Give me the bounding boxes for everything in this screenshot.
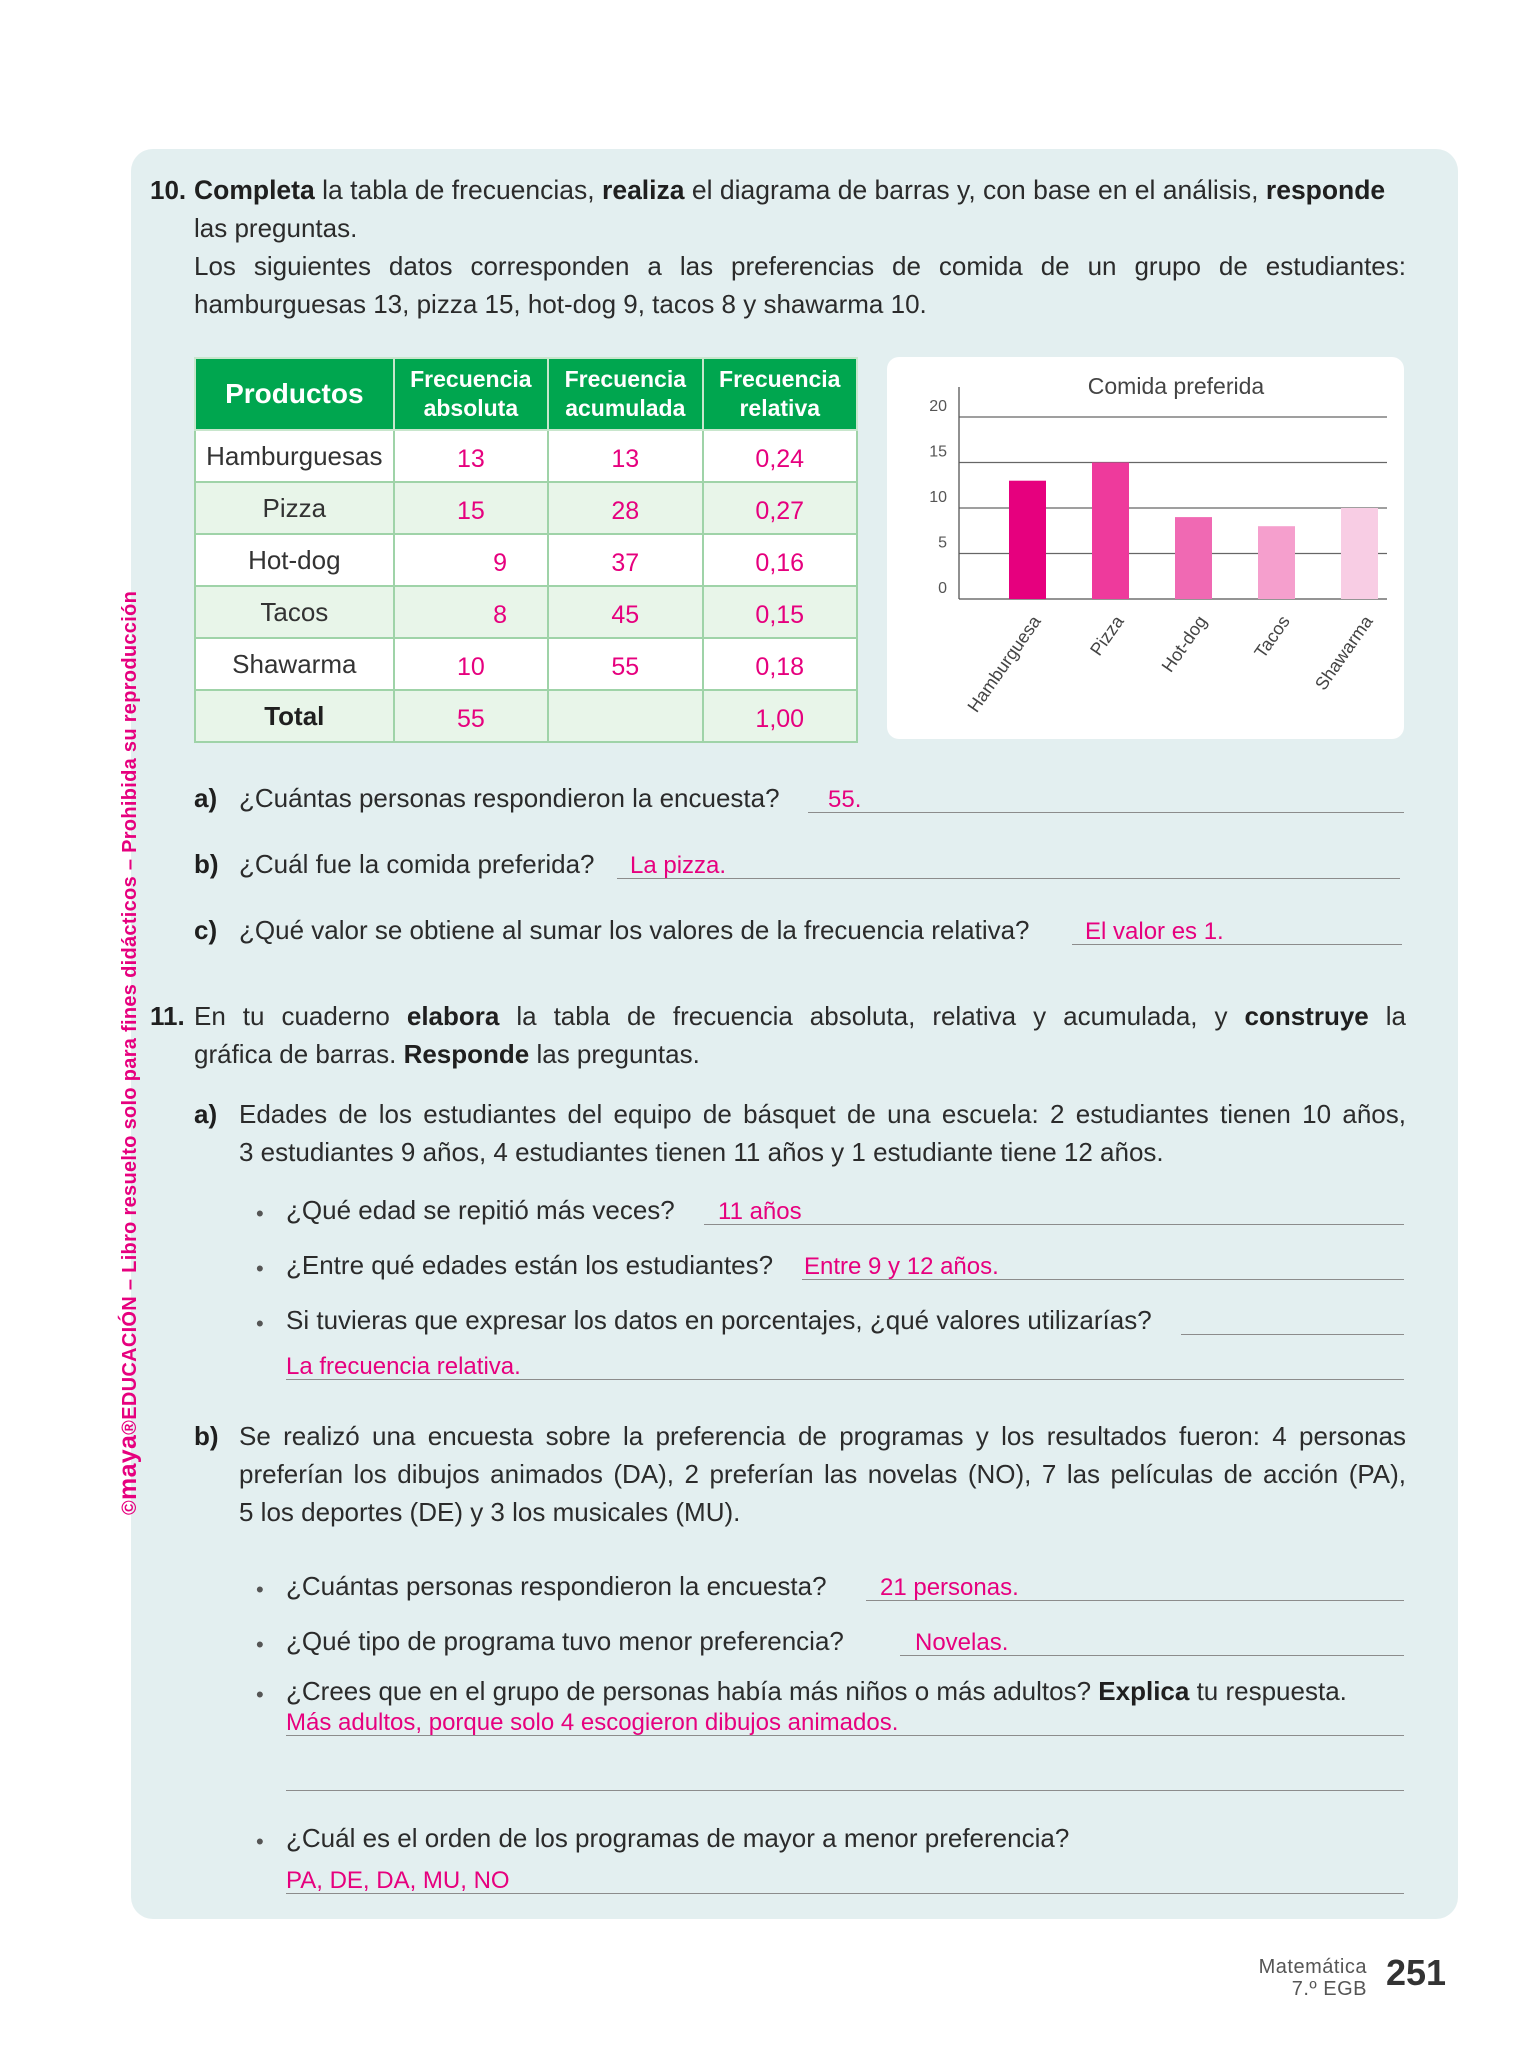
q11b-bullet4-text: ¿Cuál es el orden de los programas de mayor a menor preferencia? (286, 1823, 1070, 1853)
q11a-line2: 3 estudiantes 9 años, 4 estudiantes tienen 11 años y 1 estudiante tiene 12 años. (239, 1137, 1164, 1167)
q10a-label: a) (194, 783, 218, 813)
y-tick-label: 0 (938, 580, 947, 597)
x-tick-label: Pizza (1086, 611, 1128, 660)
table-cell: 0,15 (703, 586, 857, 638)
table-header-row (195, 358, 857, 430)
bullet: • (256, 1577, 264, 1602)
table-cell (548, 690, 702, 742)
q10-line4: hamburguesas 13, pizza 15, hot-dog 9, tacos 8 y shawarma 10. (194, 289, 927, 319)
side-copyright-text (114, 591, 143, 1515)
q11a-line1: Edades de los estudiantes del equipo de básquet de una escuela: 2 estudiantes tienen 10 años, (239, 1099, 1406, 1129)
table-cell: 28 (548, 482, 702, 534)
table-cell: 13 (394, 430, 548, 482)
q10-line2: las preguntas. (194, 213, 358, 243)
table-cell: Pizza (195, 482, 394, 534)
q10-number: 10. (150, 175, 187, 205)
bullet: • (256, 1682, 264, 1707)
bar-chart (887, 357, 1404, 739)
table-cell: 0,27 (703, 482, 857, 534)
q10b-answer-line (617, 878, 1400, 879)
copyright-symbol: © (119, 1499, 141, 1515)
q11a-bullet1-answer: 11 años (718, 1198, 802, 1225)
q11-line2 (194, 1036, 700, 1073)
table-total-row (195, 690, 857, 742)
q11a-bullet2-text: ¿Entre qué edades están los estudiantes? (286, 1250, 774, 1280)
table-row (195, 482, 857, 534)
q11a-bullet1-text: ¿Qué edad se repitió más veces? (286, 1195, 675, 1225)
y-tick-label: 15 (929, 443, 947, 461)
q10b-question: ¿Cuál fue la comida preferida? (239, 849, 595, 879)
bar-chart-svg (887, 357, 1404, 739)
bullet: • (256, 1829, 264, 1854)
q10-text: la tabla de frecuencias, (314, 175, 603, 205)
q10b-answer: La pizza. (630, 852, 727, 879)
header-frecuencia-acumulada: Frecuencia acumulada (548, 358, 702, 430)
header-frecuencia-absoluta: Frecuencia absoluta (394, 358, 548, 430)
q11b-bullet3-answer: Más adultos, porque solo 4 escogieron dibujos animados. (286, 1709, 899, 1736)
q11b-bullet3-line2 (286, 1790, 1404, 1791)
q10c-answer: El valor es 1. (1085, 918, 1224, 945)
bullet: • (256, 1311, 264, 1336)
frequency-table (194, 357, 858, 743)
footer-subject: Matemática (1258, 1956, 1367, 1978)
table-cell: 15 (394, 482, 548, 534)
q11b-bullet3-pre: ¿Crees que en el grupo de personas había más niños o más adultos? (286, 1676, 1099, 1706)
q11-number: 11. (150, 1001, 185, 1031)
bar-shawarma (1341, 508, 1378, 599)
q11b-bullet3-post: tu respuesta. (1189, 1676, 1347, 1706)
table-cell: 8 (394, 586, 548, 638)
header-productos: Productos (195, 358, 394, 430)
table-cell: Tacos (195, 586, 394, 638)
q11a-label: a) (194, 1099, 218, 1129)
q11a-bullet1-line (704, 1224, 1404, 1225)
table-cell: 9 (394, 534, 548, 586)
table-cell: Hamburguesas (195, 430, 394, 482)
brand-logo: maya (114, 1434, 142, 1500)
q10-bold-realiza: realiza (602, 175, 685, 205)
q10-text: el diagrama de barras y, con base en el análisis, (684, 175, 1266, 205)
q11a-bullet3-text: Si tuvieras que expresar los datos en porcentajes, ¿qué valores utilizarías? (286, 1305, 1152, 1335)
q11b-bullet1-answer: 21 personas. (880, 1574, 1019, 1601)
bullet: • (256, 1256, 264, 1281)
q10-line3: Los siguientes datos corresponden a las preferencias de comida de un grupo de estudiantes: (194, 251, 1406, 281)
q11b-label: b) (194, 1421, 219, 1451)
q10a-question: ¿Cuántas personas respondieron la encuesta? (239, 783, 780, 813)
q10a-answer-line (808, 812, 1404, 813)
q11b-bullet4-answer: PA, DE, DA, MU, NO (286, 1867, 510, 1894)
q11-text: En tu cuaderno (194, 1001, 407, 1031)
q11b-bold-explica: Explica (1098, 1676, 1190, 1706)
table-row (195, 430, 857, 482)
bullet: • (256, 1201, 264, 1226)
table-cell: 0,16 (703, 534, 857, 586)
x-tick-label: Tacos (1250, 611, 1294, 662)
table-cell: 13 (548, 430, 702, 482)
x-tick-label: Shawarma (1311, 611, 1377, 694)
table-cell: 37 (548, 534, 702, 586)
q11-bold-elabora: elabora (406, 1001, 500, 1031)
bar-tacos (1258, 526, 1295, 599)
q11-text: la (1368, 1001, 1406, 1031)
q11-line1 (194, 998, 1406, 1035)
table-cell: Hot-dog (195, 534, 394, 586)
chart-title: Comida preferida (1087, 373, 1265, 399)
table-row (195, 534, 857, 586)
q11b-bullet2-text: ¿Qué tipo de programa tuvo menor preferencia? (286, 1626, 844, 1656)
q11a-bullet3-answer: La frecuencia relativa. (286, 1353, 521, 1380)
bullet: • (256, 1632, 264, 1657)
bar-hamburguesa (1009, 481, 1046, 599)
q11b-bullet3-text (286, 1673, 1347, 1710)
table-cell: 55 (548, 638, 702, 690)
bar-hot-dog (1175, 517, 1212, 599)
bar-pizza (1092, 463, 1129, 600)
q11a-bullet3-line (1181, 1334, 1404, 1335)
page-number: 251 (1386, 1952, 1447, 1993)
table-cell: 1,00 (703, 690, 857, 742)
q11-text: la tabla de frecuencia absoluta, relativa y acumulada, y (499, 1001, 1245, 1031)
q10-bold-completa: Completa (194, 175, 315, 205)
y-tick-label: 5 (938, 534, 947, 552)
q11b-bullet2-answer: Novelas. (915, 1629, 1009, 1656)
q11-bold-responde: Responde (403, 1039, 530, 1069)
table-cell: Total (195, 690, 394, 742)
y-tick-label: 10 (929, 489, 947, 506)
table-cell: Shawarma (195, 638, 394, 690)
x-tick-label: Hot-dog (1157, 611, 1211, 676)
q10-line1 (194, 172, 1406, 209)
table-cell: 10 (394, 638, 548, 690)
table-cell: 0,24 (703, 430, 857, 482)
q10b-label: b) (194, 849, 219, 879)
side-text-rest: ®EDUCACIÓN – Libro resuelto solo para fines didácticos – Prohibida su reproducción (119, 590, 141, 1435)
q11b-line1: Se realizó una encuesta sobre la preferencia de programas y los resultados fueron: 4 personas (239, 1421, 1406, 1451)
header-frecuencia-relativa: Frecuencia relativa (703, 358, 857, 430)
q11a-bullet2-answer: Entre 9 y 12 años. (804, 1253, 999, 1280)
q10a-answer: 55. (828, 786, 862, 813)
q11-text: gráfica de barras. (194, 1039, 404, 1069)
q11-bold-construye: construye (1244, 1001, 1369, 1031)
q11b-line2: preferían los dibujos animados (DA), 2 preferían las novelas (NO), 7 las películas de acción (PA), (239, 1459, 1406, 1489)
y-tick-label: 20 (929, 398, 947, 415)
q10c-question: ¿Qué valor se obtiene al sumar los valores de la frecuencia relativa? (239, 915, 1030, 945)
table-cell: 55 (394, 690, 548, 742)
q11b-line3: 5 los deportes (DE) y 3 los musicales (MU). (239, 1497, 741, 1527)
q11-text: las preguntas. (529, 1039, 700, 1069)
table-row (195, 638, 857, 690)
x-tick-label: Hamburguesa (963, 611, 1045, 716)
footer-grade: 7.º EGB (1291, 1978, 1367, 2000)
table-row (195, 586, 857, 638)
q10c-label: c) (194, 915, 218, 945)
q10-bold-responde: responde (1265, 175, 1386, 205)
table-cell: 0,18 (703, 638, 857, 690)
table-cell: 45 (548, 586, 702, 638)
q11b-bullet1-text: ¿Cuántas personas respondieron la encuesta? (286, 1571, 827, 1601)
